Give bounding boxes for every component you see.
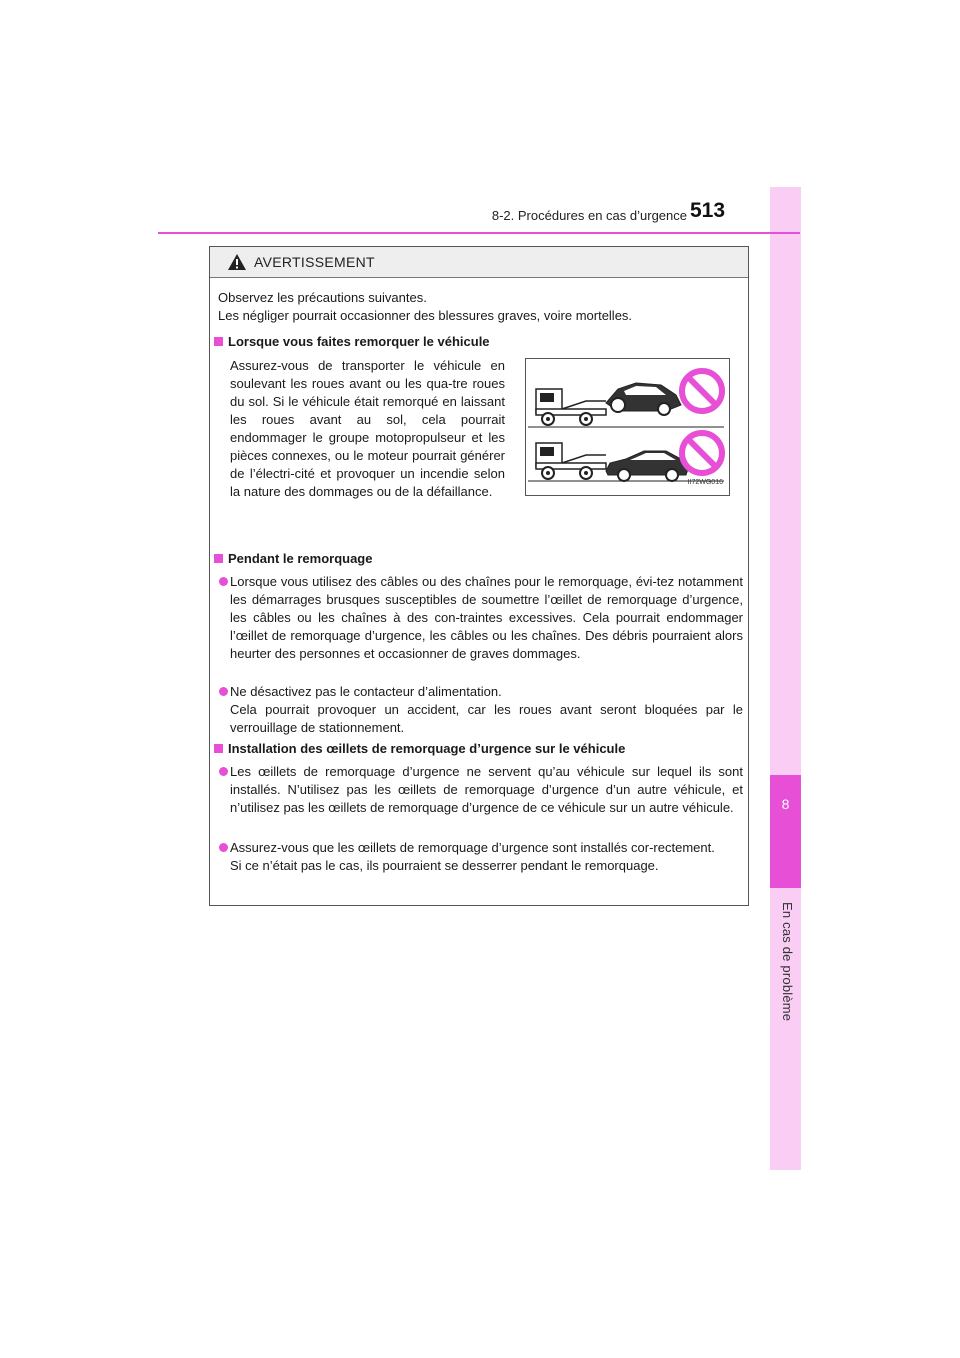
section-heading-text: Installation des œillets de remorquage d’urgence sur le véhicule (228, 741, 626, 756)
chapter-number: 8 (781, 796, 790, 812)
heading-square-icon (214, 337, 223, 346)
bullet-cables (230, 573, 743, 663)
header-rule (158, 232, 800, 234)
header-section-title: 8-2. Procédures en cas d’urgence (491, 208, 687, 223)
bullet-dot-icon (219, 687, 228, 696)
warning-title: AVERTISSEMENT (254, 254, 375, 270)
section-heading-text: Pendant le remorquage (228, 551, 373, 566)
section-heading-text: Lorsque vous faites remorquer le véhicule (228, 334, 490, 349)
section-heading-towing (214, 333, 490, 351)
prohibited-icon (682, 433, 722, 473)
bullet-text: Assurez-vous que les œillets de remorquage d’urgence sont installés cor-rectement. (230, 840, 715, 855)
warning-intro (218, 289, 738, 325)
bullet-power-switch (230, 683, 743, 737)
chapter-tab-marker (770, 775, 801, 888)
bullet-text: Lorsque vous utilisez des câbles ou des chaînes pour le remorquage, évi-tez notamment les démarrages brusques susceptibles de soumettre l’œillet de remorquage d’urgence, les câbles ou les chaînes à des con-traintes excessives. Cela pourrait endommager l’œillet de remorquage d’urgence, les câbles ou les chaînes. Des débris pourraient alors heurter des personnes et occasionner de graves dommages. (230, 574, 743, 661)
bullet-eyelet-installed (230, 839, 743, 875)
tow-scene-top (528, 383, 724, 427)
intro-line-1: Observez les précautions suivantes. (218, 290, 427, 305)
bullet-dot-icon (219, 843, 228, 852)
heading-square-icon (214, 744, 223, 753)
bullet-text: Les œillets de remorquage d’urgence ne servent qu’au véhicule sur lequel ils sont installés. N’utilisez pas les œillets de remorquage d’urgence d’un autre véhicule, et n’utilisez pas les œillets de remorquage d’urgence de ce véhicule sur un autre véhicule. (230, 764, 743, 815)
intro-line-2: Les négliger pourrait occasionner des blessures graves, voire mortelles. (218, 308, 633, 323)
bullet-text: Si ce n’était pas le cas, ils pourraient se desserrer pendant le remorquage. (230, 858, 659, 873)
bullet-eyelet-vehicle (230, 763, 743, 817)
towing-illustration (525, 358, 730, 496)
figure-code: II72WG016 (687, 479, 723, 486)
prohibited-icon (682, 371, 722, 411)
page-number: 513 (690, 199, 726, 222)
towing-paragraph: Assurez-vous de transporter le véhicule en soulevant les roues avant ou les qua-tre roues du sol. Si le véhicule était remorqué en laissant les roues avant au sol, cela pourrait endommager le groupe motopropulseur et les pièces connexes, ou le moteur pourrait générer de l’électri-cité et provoquer un incendie selon la nature des dommages ou de la défaillance. (230, 358, 505, 499)
chapter-title: En cas de problème (780, 902, 795, 1022)
warning-triangle-icon (227, 253, 247, 271)
warning-box (209, 246, 749, 906)
heading-square-icon (214, 554, 223, 563)
warning-content (210, 277, 748, 905)
section-heading-eyelets (214, 740, 625, 758)
section-heading-during-towing (214, 550, 372, 568)
bullet-dot-icon (219, 767, 228, 776)
bullet-text: Cela pourrait provoquer un accident, car les roues avant seront bloquées par le verrouillage de stationnement. (230, 702, 743, 735)
warning-header (210, 247, 748, 278)
bullet-dot-icon (219, 577, 228, 586)
bullet-text: Ne désactivez pas le contacteur d’alimentation. (230, 684, 502, 699)
side-tab (770, 187, 801, 1170)
